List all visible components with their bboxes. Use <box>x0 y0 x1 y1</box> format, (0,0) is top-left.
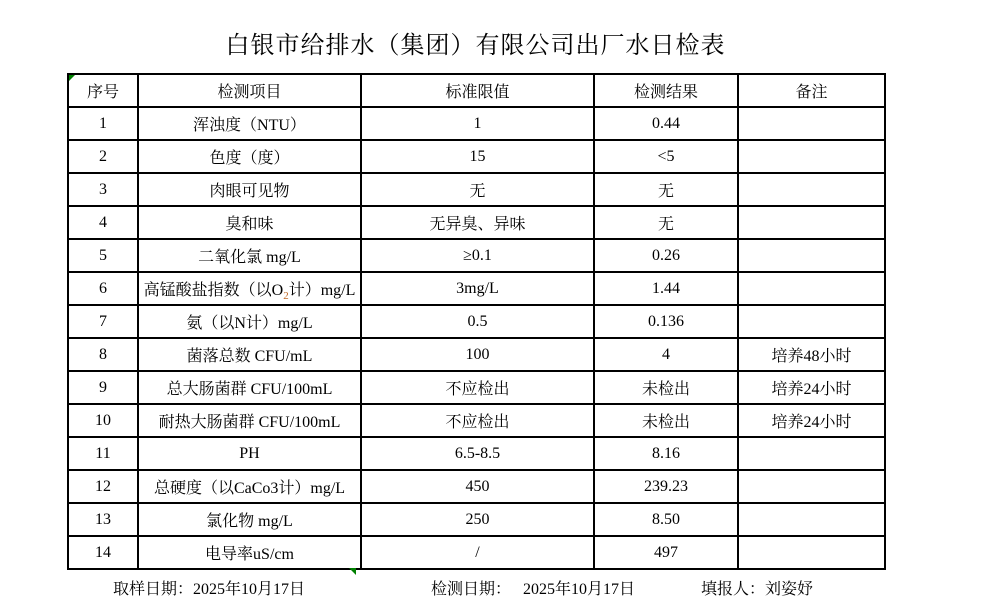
table-row <box>68 371 885 404</box>
cell-remark: 培养24小时 <box>738 404 885 437</box>
cell-remark <box>738 536 885 569</box>
cell-result: <5 <box>594 140 738 173</box>
subscript-2: 2 <box>283 290 289 303</box>
cell-item: 电导率uS/cm <box>138 536 361 569</box>
cell-limit: 不应检出 <box>361 371 594 404</box>
table-row <box>68 305 885 338</box>
sampling-date-value: 2025年10月17日 <box>193 581 306 598</box>
cell-index: 3 <box>68 173 138 206</box>
cell-limit: 100 <box>361 338 594 371</box>
cell-index: 10 <box>68 404 138 437</box>
table-row <box>68 503 885 536</box>
cell-result: 未检出 <box>594 371 738 404</box>
footer <box>0 580 990 602</box>
cell-flag-icon <box>349 568 356 575</box>
cell-index: 8 <box>68 338 138 371</box>
cell-item: 高锰酸盐指数（以$O_2$计）mg/L <box>138 272 361 305</box>
test-date-label: 检测日期： <box>431 581 512 598</box>
column-header-result: 检测结果 <box>594 74 738 107</box>
cell-remark <box>738 140 885 173</box>
table-row <box>68 107 885 140</box>
table-row <box>68 206 885 239</box>
cell-limit: 15 <box>361 140 594 173</box>
cell-item: 肉眼可见物 <box>138 173 361 206</box>
cell-item: 二氧化氯 mg/L <box>138 239 361 272</box>
cell-limit: 3mg/L <box>361 272 594 305</box>
cell-result: 497 <box>594 536 738 569</box>
sampling-date <box>113 580 305 600</box>
cell-limit: 0.5 <box>361 305 594 338</box>
cell-index: 7 <box>68 305 138 338</box>
cell-item: 总硬度（以CaCo3计）mg/L <box>138 470 361 503</box>
cell-result: 8.16 <box>594 437 738 470</box>
cell-result: 0.26 <box>594 239 738 272</box>
cell-remark <box>738 470 885 503</box>
cell-remark: 培养48小时 <box>738 338 885 371</box>
cell-remark <box>738 206 885 239</box>
cell-item: 总大肠菌群 CFU/100mL <box>138 371 361 404</box>
cell-item: 氨（以N计）mg/L <box>138 305 361 338</box>
cell-index: 1 <box>68 107 138 140</box>
cell-remark <box>738 272 885 305</box>
table-row <box>68 437 885 470</box>
cell-index: 13 <box>68 503 138 536</box>
cell-index: 2 <box>68 140 138 173</box>
cell-remark <box>738 173 885 206</box>
cell-limit: 无异臭、异味 <box>361 206 594 239</box>
cell-item: 色度（度） <box>138 140 361 173</box>
cell-limit: 450 <box>361 470 594 503</box>
cell-remark <box>738 503 885 536</box>
cell-index: 4 <box>68 206 138 239</box>
table-row <box>68 536 885 569</box>
cell-remark <box>738 305 885 338</box>
cell-result: 0.136 <box>594 305 738 338</box>
page-title: 白银市给排水（集团）有限公司出厂水日检表 <box>225 33 726 59</box>
cell-item: PH <box>138 437 361 470</box>
cell-item: 耐热大肠菌群 CFU/100mL <box>138 404 361 437</box>
cell-index: 12 <box>68 470 138 503</box>
cell-index: 5 <box>68 239 138 272</box>
sampling-date-label: 取样日期： <box>113 581 194 598</box>
cell-result: 1.44 <box>594 272 738 305</box>
column-header-remark: 备注 <box>738 74 885 107</box>
cell-result: 未检出 <box>594 404 738 437</box>
table-row <box>68 272 885 305</box>
column-header-item: 检测项目 <box>138 74 361 107</box>
cell-limit: 1 <box>361 107 594 140</box>
header-row <box>68 74 885 107</box>
cell-limit: / <box>361 536 594 569</box>
cell-index: 11 <box>68 437 138 470</box>
cell-limit: ≥0.1 <box>361 239 594 272</box>
cell-index: 6 <box>68 272 138 305</box>
cell-result: 4 <box>594 338 738 371</box>
table-row <box>68 140 885 173</box>
table-row <box>68 470 885 503</box>
reporter-label: 填报人： <box>701 581 766 598</box>
test-date-value: 2025年10月17日 <box>523 581 636 598</box>
reporter-name-value: 刘姿妤 <box>765 581 814 598</box>
cell-result: 8.50 <box>594 503 738 536</box>
column-header-limit: 标准限值 <box>361 74 594 107</box>
cell-remark <box>738 239 885 272</box>
cell-item: 臭和味 <box>138 206 361 239</box>
reporter <box>701 580 813 600</box>
cell-result: 无 <box>594 206 738 239</box>
cell-limit: 250 <box>361 503 594 536</box>
cell-index: 9 <box>68 371 138 404</box>
table-row <box>68 239 885 272</box>
cell-limit: 无 <box>361 173 594 206</box>
column-header-index: 序号 <box>68 74 138 107</box>
table-row <box>68 173 885 206</box>
cell-remark: 培养24小时 <box>738 371 885 404</box>
cell-item: 浑浊度（NTU） <box>138 107 361 140</box>
cell-result: 无 <box>594 173 738 206</box>
report-table <box>67 73 886 570</box>
cell-limit: 不应检出 <box>361 404 594 437</box>
cell-index: 14 <box>68 536 138 569</box>
cell-remark <box>738 107 885 140</box>
cell-result: 239.23 <box>594 470 738 503</box>
cell-item: 菌落总数 CFU/mL <box>138 338 361 371</box>
table-body <box>68 107 885 569</box>
cell-result: 0.44 <box>594 107 738 140</box>
cell-item: 氯化物 mg/L <box>138 503 361 536</box>
test-date <box>431 580 635 600</box>
table-row <box>68 404 885 437</box>
table-row <box>68 338 885 371</box>
cell-limit: 6.5-8.5 <box>361 437 594 470</box>
cell-flag-icon <box>69 75 75 81</box>
cell-remark <box>738 437 885 470</box>
